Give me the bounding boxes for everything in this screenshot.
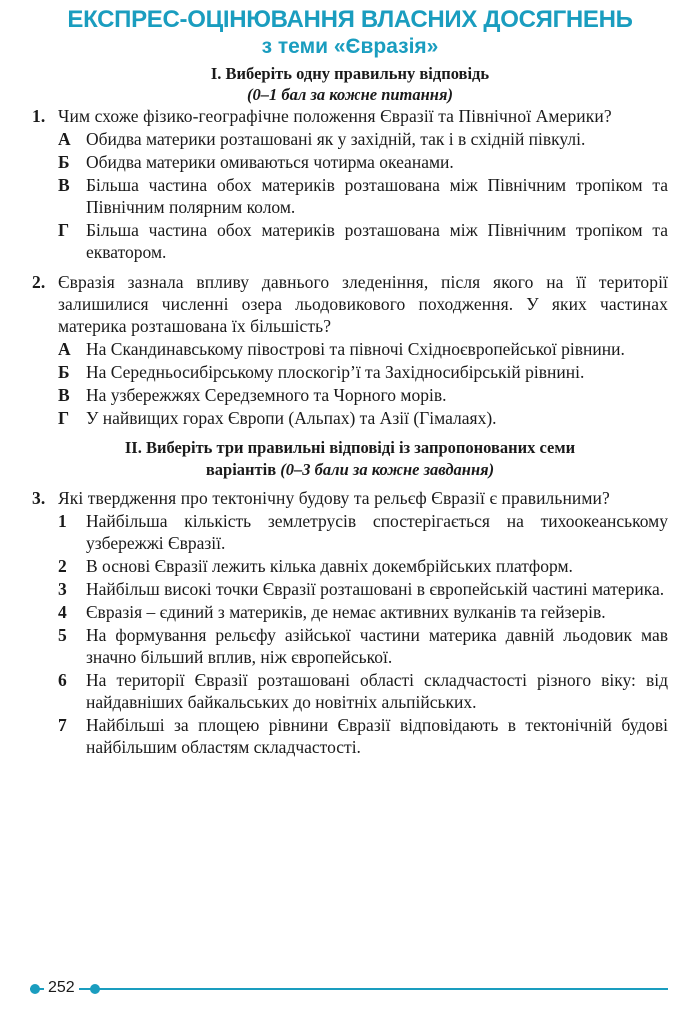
question-text: Чим схоже фізико-географічне положення Євразії та Північної Америки? (58, 106, 612, 126)
answer-option (32, 151, 668, 173)
option-text: Найбільші за площею рівнини Євразії відповідають в тектонічній будові найбільшим областям складчастості. (86, 715, 668, 757)
question-2 (32, 271, 668, 337)
answer-option (32, 174, 668, 218)
page-content (32, 6, 668, 758)
section-2-subheading (32, 459, 668, 481)
option-text: Найбільша кількість землетрусів спостерігається на тихоокеанському узбережжі Євразії. (86, 511, 668, 553)
option-letter: 3 (58, 579, 67, 599)
option-letter: 1 (58, 511, 67, 531)
question-number: 3. (32, 488, 46, 508)
question-number: 1. (32, 106, 46, 126)
option-text: На території Євразії розташовані області складчастості різного віку: від найдавніших байкальських до новітніх альпійських. (86, 670, 668, 712)
option-text: На Середньосибірському плоскогір’ї та Західносибірській рівнині. (86, 362, 585, 382)
option-letter: Г (58, 220, 70, 240)
option-letter: В (58, 175, 70, 195)
section-2-points: (0–3 бали за кожне завдання) (280, 460, 495, 479)
answer-option (32, 219, 668, 263)
option-letter: В (58, 385, 70, 405)
section-2-heading-cont: варіантів (205, 460, 277, 479)
answer-option (32, 361, 668, 383)
option-letter: 4 (58, 602, 67, 622)
answer-option (32, 578, 668, 600)
option-text: Найбільш високі точки Євразії розташовані в європейській частині материка. (86, 579, 665, 599)
answer-option (32, 555, 668, 577)
answer-option (32, 338, 668, 360)
option-text: Євразія – єдиний з материків, де немає активних вулканів та гейзерів. (86, 602, 606, 622)
option-text: Більша частина обох материків розташована між Північним тропіком та Північним полярним колом. (86, 175, 668, 217)
footer-dot-left (30, 984, 40, 994)
option-text: Більша частина обох материків розташована між Північним тропіком та екватором. (86, 220, 668, 262)
option-text: Обидва материки розташовані як у західній, так і в східній півкулі. (86, 129, 586, 149)
option-text: В основі Євразії лежить кілька давніх докембрійських платформ. (86, 556, 573, 576)
option-text: Обидва материки омиваються чотирма океанами. (86, 152, 454, 172)
option-letter: 7 (58, 715, 67, 735)
footer-dot-right (90, 984, 100, 994)
answer-option (32, 601, 668, 623)
section-1-subheading: (0–1 бал за кожне питання) (247, 85, 453, 104)
answer-option (32, 128, 668, 150)
page-subtitle: з теми «Євразія» (261, 35, 439, 58)
question-1 (32, 105, 668, 127)
page-number: 252 (44, 979, 79, 997)
option-letter: Г (58, 408, 70, 428)
answer-option (32, 624, 668, 668)
option-letter: 5 (58, 625, 67, 645)
option-text: На формування рельєфу азійської частини материка давній льодовик мав значно більший вплив, ніж європейської. (86, 625, 668, 667)
option-letter: А (58, 129, 71, 149)
section-2-heading: ІІ. Виберіть три правильні відповіді із запропонованих семи (124, 438, 576, 457)
option-letter: Б (58, 362, 70, 382)
answer-option (32, 407, 668, 429)
option-letter: 6 (58, 670, 67, 690)
answer-option (32, 714, 668, 758)
question-text: Євразія зазнала впливу давнього зледеніння, після якого на її території залишилися численні озера льодовикового походження. У яких частинах материка розташована їх більшість? (58, 272, 668, 336)
answer-option (32, 384, 668, 406)
page-title: ЕКСПРЕС-ОЦІНЮВАННЯ ВЛАСНИХ ДОСЯГНЕНЬ (67, 6, 633, 33)
answer-option (32, 669, 668, 713)
answer-option (32, 510, 668, 554)
option-text: На Скандинавському півострові та півночі Східноєвропейської рівнини. (86, 339, 625, 359)
option-text: На узбережжях Середземного та Чорного морів. (86, 385, 447, 405)
option-letter: А (58, 339, 71, 359)
section-1-heading: І. Виберіть одну правильну відповідь (210, 64, 490, 83)
question-number: 2. (32, 272, 46, 292)
option-text: У найвищих горах Європи (Альпах) та Азії (Гімалаях). (86, 408, 497, 428)
option-letter: Б (58, 152, 70, 172)
footer-rule (30, 988, 668, 990)
question-text: Які твердження про тектонічну будову та рельєф Євразії є правильними? (58, 488, 610, 508)
option-letter: 2 (58, 556, 67, 576)
question-3 (32, 487, 668, 509)
